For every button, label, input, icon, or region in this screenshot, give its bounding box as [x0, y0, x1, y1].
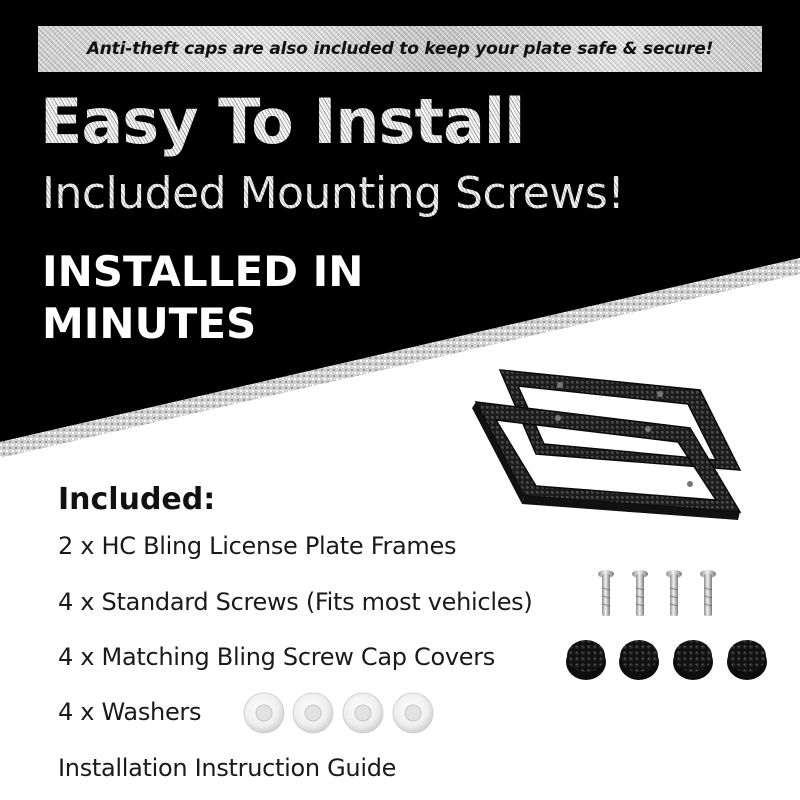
- included-item-washers: 4 x Washers: [58, 698, 202, 726]
- included-item-guide: Installation Instruction Guide: [58, 754, 397, 782]
- anti-theft-banner: [38, 26, 762, 72]
- included-item-caps: 4 x Matching Bling Screw Cap Covers: [58, 643, 495, 671]
- washer-icon: [244, 693, 284, 733]
- bling-cap-icon: [673, 640, 713, 680]
- bling-cap-icon: [566, 640, 606, 680]
- banner-text: Anti-theft caps are also included to keep your plate safe & secure!: [86, 39, 714, 59]
- washer-icon: [293, 693, 333, 733]
- installed-callout: [42, 246, 462, 350]
- included-item-screws: 4 x Standard Screws (Fits most vehicles): [58, 588, 533, 616]
- screw-icon: [632, 570, 648, 616]
- screws-group: [592, 568, 732, 620]
- washer-icon: [343, 693, 383, 733]
- caps-group: [562, 632, 772, 684]
- washers-group: [240, 690, 440, 736]
- screw-icon: [598, 570, 614, 616]
- included-item-frames: 2 x HC Bling License Plate Frames: [58, 532, 457, 560]
- bling-cap-icon: [619, 640, 659, 680]
- callout-line-1: INSTALLED IN: [42, 247, 364, 296]
- license-plate-frames-image: [440, 350, 760, 570]
- headline-subtitle: Included Mounting Screws!: [42, 166, 624, 222]
- bling-cap-icon: [727, 640, 767, 680]
- callout-line-2: MINUTES: [42, 299, 257, 348]
- screw-icon: [666, 570, 682, 616]
- screw-icon: [700, 570, 716, 616]
- washer-icon: [393, 693, 433, 733]
- headline-title: Easy To Install: [40, 85, 525, 158]
- included-title: Included:: [58, 482, 216, 517]
